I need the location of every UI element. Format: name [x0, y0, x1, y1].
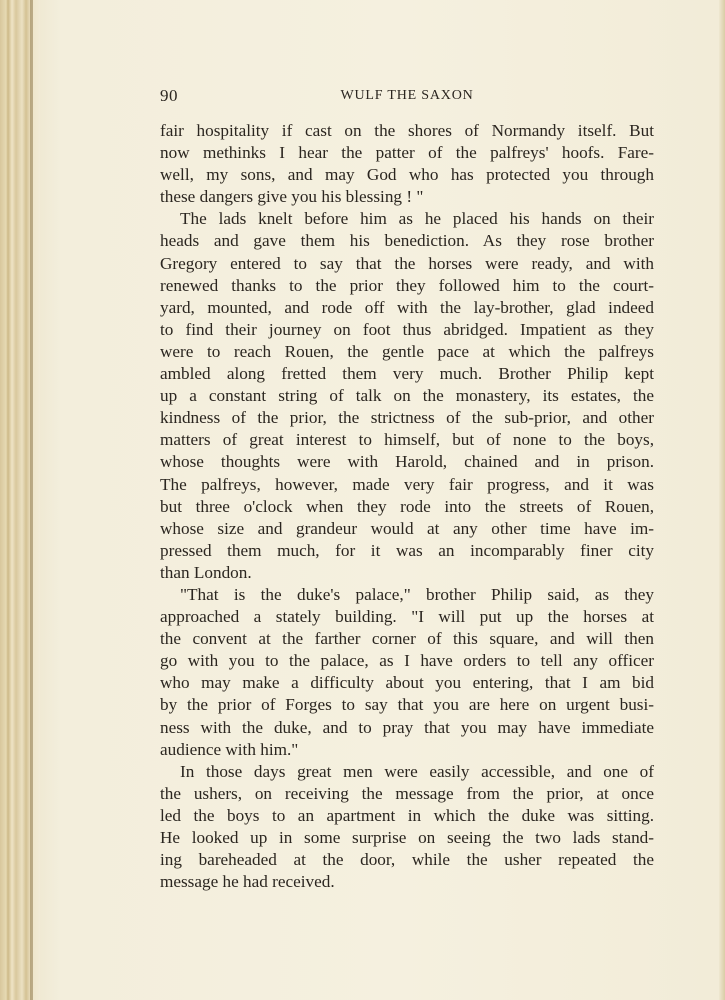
text-line: ing bareheaded at the door, while the usher repeated the [160, 850, 654, 870]
text-line: go with you to the palace, as I have orders to tell any officer [160, 651, 654, 671]
text-line: the ushers, on receiving the message from the prior, at once [160, 783, 654, 803]
text-line: kindness of the prior, the strictness of the sub-prior, and other [160, 408, 654, 428]
text-line: The palfreys, however, made very fair progress, and it was [160, 474, 654, 494]
text-line: In those days great men were easily accessible, and one of [180, 761, 654, 781]
text-line: now methinks I hear the patter of the palfreys' hoofs. Fare- [160, 143, 654, 163]
paragraph [160, 120, 654, 208]
text-line: ness with the duke, and to pray that you may have immediate [160, 717, 654, 737]
text-line: the convent at the farther corner of this square, and will then [160, 629, 654, 649]
text-line: whose thoughts were with Harold, chained and in prison. [160, 452, 654, 472]
text-line: approached a stately building. "I will put up the horses at [160, 607, 654, 627]
running-title: WULF THE SAXON [340, 88, 474, 103]
text-line: pressed them much, for it was an incomparably finer city [160, 540, 654, 560]
paragraph [160, 761, 654, 894]
page-header [160, 86, 654, 110]
text-line: were to reach Rouen, the gentle pace at which the palfreys [160, 341, 654, 361]
text-line: Gregory entered to say that the horses were ready, and with [160, 253, 654, 273]
text-line: by the prior of Forges to say that you are here on urgent busi- [160, 695, 654, 715]
text-line: to find their journey on foot thus abridged. Impatient as they [160, 319, 654, 339]
paragraph [160, 208, 654, 584]
paragraph [160, 584, 654, 761]
text-line: heads and gave them his benediction. As they rose brother [160, 231, 654, 251]
page-edge [719, 0, 725, 1000]
text-line: who may make a difficulty about you entering, that I am bid [160, 673, 654, 693]
text-line: matters of great interest to himself, but of none to the boys, [160, 430, 654, 450]
text-line: audience with him." [160, 739, 299, 759]
text-line: up a constant string of talk on the monastery, its estates, the [160, 386, 654, 406]
text-line: whose size and grandeur would at any other time have im- [160, 518, 654, 538]
text-line: well, my sons, and may God who has protected you through [160, 165, 654, 185]
text-line: led the boys to an apartment in which the duke was sitting. [160, 805, 654, 825]
text-line: yard, mounted, and rode off with the lay-brother, glad indeed [160, 297, 654, 317]
text-line: than London. [160, 562, 252, 582]
text-line: The lads knelt before him as he placed his hands on their [180, 209, 654, 229]
body-text [160, 120, 654, 893]
text-line: He looked up in some surprise on seeing the two lads stand- [160, 828, 654, 847]
text-line: message he had received. [160, 872, 335, 892]
text-line: ambled along fretted them very much. Brother Philip kept [160, 364, 654, 384]
book-binding [0, 0, 40, 1000]
text-line: fair hospitality if cast on the shores of Normandy itself. But [160, 121, 654, 140]
text-line: but three o'clock when they rode into the streets of Rouen, [160, 496, 654, 516]
page-number: 90 [160, 86, 178, 105]
text-line: "That is the duke's palace," brother Philip said, as they [180, 584, 654, 604]
text-line: these dangers give you his blessing ! " [160, 187, 424, 207]
text-line: renewed thanks to the prior they followed him to the court- [160, 275, 654, 295]
